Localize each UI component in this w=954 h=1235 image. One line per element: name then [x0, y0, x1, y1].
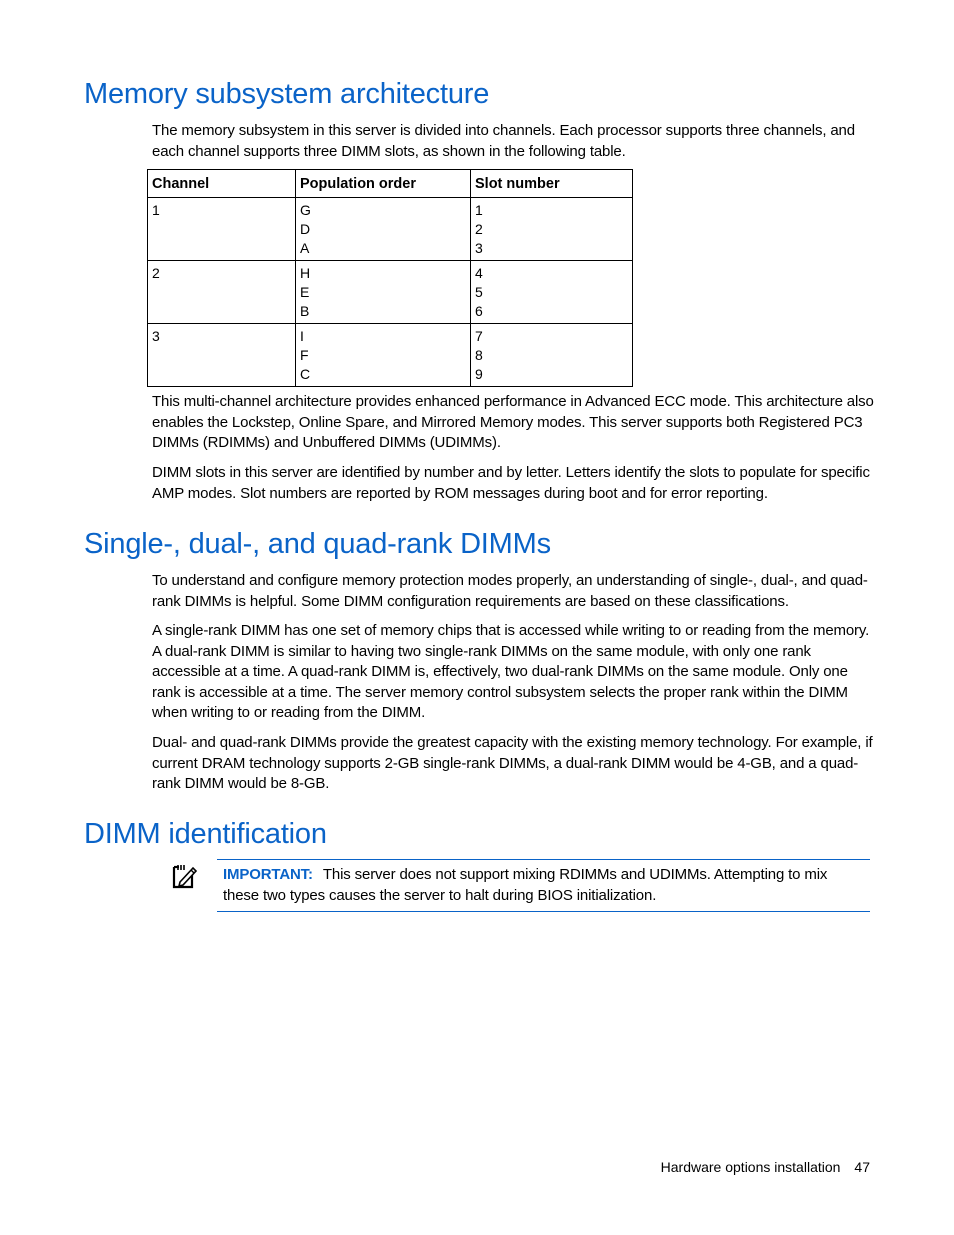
page-number: 47	[854, 1159, 870, 1175]
population-letter: A	[300, 240, 310, 256]
slot-number-cell	[471, 261, 633, 324]
slot-number: 2	[475, 221, 483, 237]
rank-explanation-paragraph: A single-rank DIMM has one set of memory chips that is accessed while writing to or reading from the memory. A dual-rank DIMM is similar to having two single-rank DIMMs on the same module, with only one rank accessible at a time. A quad-rank DIMM is, effectively, two dual-rank DIMMs on the same module. Only one rank is accessible at a time. The server memory control subsystem selects the proper rank within the DIMM when writing to or reading from the DIMM.	[152, 622, 870, 722]
important-label: IMPORTANT:	[223, 866, 313, 883]
population-letter: F	[300, 347, 309, 363]
population-letter: G	[300, 202, 311, 218]
heading-memory-subsystem-architecture: Memory subsystem architecture	[84, 78, 490, 110]
table-row	[148, 198, 633, 261]
memory-intro-paragraph: The memory subsystem in this server is divided into channels. Each processor supports three channels, and each channel supports three DIMM slots, as shown in the following table.	[152, 122, 855, 160]
multichannel-paragraph: This multi-channel architecture provides enhanced performance in Advanced ECC mode. This architecture also enables the Lockstep, Online Spare, and Mirrored Memory modes. This server supports both Registered PC3 DIMMs (RDIMMs) and Unbuffered DIMMs (UDIMMs).	[152, 393, 874, 452]
population-letter: H	[300, 265, 311, 281]
slot-number: 3	[475, 240, 483, 256]
table-row	[148, 324, 633, 387]
column-header-channel: Channel	[148, 170, 296, 198]
population-letter: E	[300, 284, 310, 300]
channel-slot-table	[147, 169, 633, 387]
table-row	[148, 261, 633, 324]
dimm-slots-paragraph: DIMM slots in this server are identified by number and by letter. Letters identify the slots to populate for specific AMP modes. Slot numbers are reported by ROM messages during boot and for error reporting.	[152, 464, 870, 502]
rank-intro-paragraph: To understand and configure memory protection modes properly, an understanding of single-, dual-, and quad-rank DIMMs is helpful. Some DIMM configuration requirements are based on these classifications.	[152, 572, 868, 610]
channel-cell: 3	[148, 324, 296, 387]
column-header-slot-number: Slot number	[471, 170, 633, 198]
page-footer	[661, 1159, 870, 1175]
slot-number: 7	[475, 328, 483, 344]
important-note-box	[217, 859, 870, 912]
column-header-population-order: Population order	[296, 170, 471, 198]
important-note-text: This server does not support mixing RDIMMs and UDIMMs. Attempting to mix these two types causes the server to halt during BIOS initialization.	[223, 866, 828, 904]
important-note-content	[223, 864, 863, 906]
slot-number: 5	[475, 284, 483, 300]
heading-rank-dimms: Single-, dual-, and quad-rank DIMMs	[84, 528, 551, 560]
population-order-cell	[296, 261, 471, 324]
table-header-row	[148, 170, 633, 198]
population-letter: B	[300, 303, 310, 319]
channel-cell: 1	[148, 198, 296, 261]
capacity-paragraph: Dual- and quad-rank DIMMs provide the greatest capacity with the existing memory technology. For example, if current DRAM technology supports 2-GB single-rank DIMMs, a dual-rank DIMM would be 4-GB, and a quad-rank DIMM would be 8-GB.	[152, 734, 873, 793]
slot-number: 6	[475, 303, 483, 319]
population-order-cell	[296, 198, 471, 261]
channel-cell: 2	[148, 261, 296, 324]
population-order-cell	[296, 324, 471, 387]
population-letter: I	[300, 328, 304, 344]
heading-dimm-identification: DIMM identification	[84, 818, 327, 850]
footer-section-title: Hardware options installation	[660, 1159, 841, 1175]
population-letter: D	[300, 221, 311, 237]
important-note-icon	[171, 863, 197, 889]
slot-number-cell	[471, 198, 633, 261]
slot-number: 4	[475, 265, 483, 281]
slot-number-cell	[471, 324, 633, 387]
population-letter: C	[300, 366, 311, 382]
slot-number: 1	[475, 202, 483, 218]
slot-number: 8	[475, 347, 483, 363]
slot-number: 9	[475, 366, 483, 382]
